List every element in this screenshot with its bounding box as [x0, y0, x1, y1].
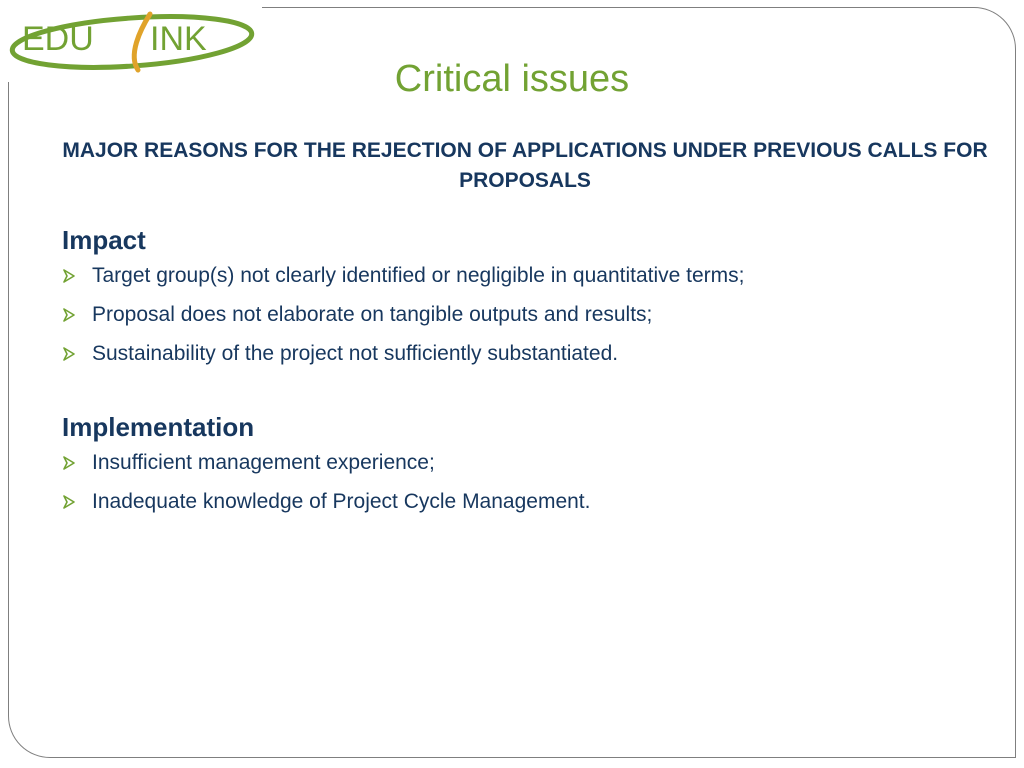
logo-l-stroke	[134, 14, 150, 70]
arrow-bullet-icon	[62, 308, 76, 322]
arrow-bullet-icon	[62, 269, 76, 283]
bullet-text: Inadequate knowledge of Project Cycle Management.	[92, 490, 591, 513]
arrow-bullet-icon	[62, 347, 76, 361]
edulink-logo	[0, 0, 262, 82]
slide-content	[62, 223, 982, 528]
section-spacer	[62, 380, 982, 410]
bullet-text: Insufficient management experience;	[92, 451, 435, 474]
list-item	[62, 263, 982, 289]
logo-text-ink: INK	[150, 20, 207, 58]
bullet-text: Target group(s) not clearly identified or negligible in quantitative terms;	[92, 264, 745, 287]
slide-title: Critical issues	[394, 58, 630, 100]
list-item	[62, 450, 982, 476]
list-item	[62, 489, 982, 515]
arrow-bullet-icon	[62, 495, 76, 509]
section-heading: Impact	[62, 225, 146, 255]
logo-text-edu: EDU	[22, 20, 94, 58]
edulink-logo-graphic	[0, 0, 262, 82]
section-heading: Implementation	[62, 412, 255, 442]
list-item	[62, 302, 982, 328]
section-impact	[62, 223, 982, 367]
bullet-text: Proposal does not elaborate on tangible outputs and results;	[92, 303, 653, 326]
bullet-text: Sustainability of the project not sufficiently substantiated.	[92, 342, 619, 365]
arrow-bullet-icon	[62, 456, 76, 470]
bullet-list	[62, 263, 982, 367]
slide-subtitle: MAJOR REASONS FOR THE REJECTION OF APPLICATIONS UNDER PREVIOUS CALLS FOR PROPOSALS	[62, 139, 988, 192]
list-item	[62, 341, 982, 367]
section-implementation	[62, 410, 982, 515]
bullet-list	[62, 450, 982, 515]
